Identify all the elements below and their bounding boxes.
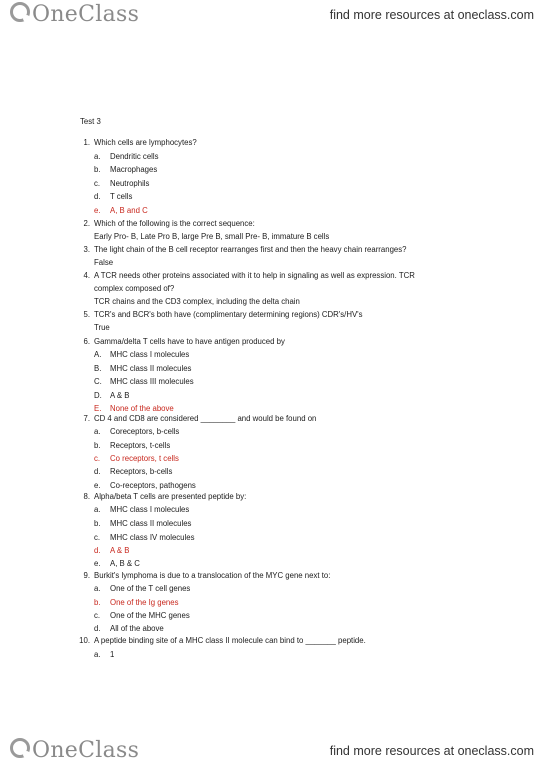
q3-number: 3. (83, 245, 90, 254)
q6-opt-a: MHC class I molecules (110, 350, 190, 359)
q9-text: Burkit's lymphoma is due to a translocation of the MYC gene next to: (94, 571, 331, 580)
q7-opt-d-letter: d. (94, 467, 101, 476)
q8-opt-d-letter: d. (94, 546, 101, 555)
footer-logo-text: OneClass (32, 738, 140, 763)
q7-opt-c-answer: Co receptors, t cells (110, 454, 179, 463)
q5-text: TCR's and BCR's both have (complimentary determining regions) CDR's/HV's (94, 310, 363, 319)
q7-opt-d: Receptors, b-cells (110, 467, 173, 476)
q6-opt-a-letter: A. (94, 350, 102, 359)
q8-opt-e-letter: e. (94, 559, 101, 568)
q6-opt-c-letter: C. (94, 377, 102, 386)
logo-text: OneClass (32, 2, 140, 27)
q7-opt-a: Coreceptors, b-cells (110, 427, 180, 436)
q1-opt-c: Neutrophils (110, 179, 150, 188)
q3-text: The light chain of the B cell receptor rearranges first and then the heavy chain rearranges? (94, 245, 407, 254)
q7-opt-e-letter: e. (94, 481, 101, 490)
q4-text-cont: complex composed of? (94, 284, 175, 293)
q6-opt-c: MHC class III molecules (110, 377, 194, 386)
q1-opt-b: Macrophages (110, 165, 158, 174)
q8-opt-b-letter: b. (94, 519, 101, 528)
q10-opt-a: 1 (110, 650, 115, 659)
q2-answer: Early Pro- B, Late Pro B, large Pre B, small Pre- B, immature B cells (94, 232, 330, 241)
q6-opt-d-letter: D. (94, 391, 102, 400)
q9-opt-b-answer: One of the Ig genes (110, 598, 179, 607)
q2-text: Which of the following is the correct sequence: (94, 219, 255, 228)
q5-number: 5. (83, 310, 90, 319)
q1-opt-d: T cells (110, 192, 133, 201)
q9-opt-c-letter: c. (94, 611, 101, 620)
q10-opt-a-letter: a. (94, 650, 101, 659)
q7-opt-c-letter: c. (94, 454, 101, 463)
q8-opt-e: A, B & C (110, 559, 140, 568)
q1-opt-e-letter: e. (94, 206, 101, 215)
q1-opt-a: Dendritic cells (110, 152, 159, 161)
q9-opt-d: All of the above (110, 624, 164, 633)
doc-title: Test 3 (80, 117, 101, 126)
q8-opt-c: MHC class IV molecules (110, 533, 195, 542)
q8-text: Alpha/beta T cells are presented peptide by: (94, 492, 247, 501)
q9-opt-d-letter: d. (94, 624, 101, 633)
q6-opt-d: A & B (110, 391, 130, 400)
q1-opt-a-letter: a. (94, 152, 101, 161)
q4-text: A TCR needs other proteins associated with it to help in signaling as well as expression. TCR (94, 271, 415, 280)
q6-opt-e-letter: E. (94, 404, 102, 413)
q8-number: 8. (83, 492, 90, 501)
q7-opt-b: Receptors, t-cells (110, 441, 171, 450)
q7-opt-e: Co-receptors, pathogens (110, 481, 196, 490)
q6-opt-b-letter: B. (94, 364, 102, 373)
q6-text: Gamma/delta T cells have to have antigen produced by (94, 337, 285, 346)
q7-text: CD 4 and CD8 are considered ________ and would be found on (94, 414, 317, 423)
q3-answer: False (94, 258, 114, 267)
page-footer (0, 736, 544, 770)
q6-opt-b: MHC class II molecules (110, 364, 192, 373)
q7-opt-a-letter: a. (94, 427, 101, 436)
q7-opt-b-letter: b. (94, 441, 101, 450)
q9-opt-a: One of the T cell genes (110, 584, 191, 593)
q1-opt-e-answer: A, B and C (110, 206, 148, 215)
oneclass-logo-footer-icon (10, 738, 30, 758)
q8-opt-c-letter: c. (94, 533, 101, 542)
q4-number: 4. (83, 271, 90, 280)
q9-number: 9. (83, 571, 90, 580)
q8-opt-a: MHC class I molecules (110, 505, 190, 514)
q10-number: 10. (79, 636, 90, 645)
q6-number: 6. (83, 337, 90, 346)
q7-number: 7. (83, 414, 90, 423)
q8-opt-a-letter: a. (94, 505, 101, 514)
q9-opt-b-letter: b. (94, 598, 101, 607)
q8-opt-d-answer: A & B (110, 546, 130, 555)
q6-opt-e-answer: None of the above (110, 404, 174, 413)
q9-opt-a-letter: a. (94, 584, 101, 593)
q4-answer: TCR chains and the CD3 complex, including the delta chain (94, 297, 300, 306)
q10-text: A peptide binding site of a MHC class II molecule can bind to _______ peptide. (94, 636, 366, 645)
q1-number: 1. (83, 138, 90, 147)
q1-opt-c-letter: c. (94, 179, 101, 188)
q1-text: Which cells are lymphocytes? (94, 138, 197, 147)
footer-tagline-link[interactable]: find more resources at oneclass.com (329, 744, 534, 758)
oneclass-logo-footer[interactable] (10, 738, 139, 763)
q9-opt-c: One of the MHC genes (110, 611, 190, 620)
q2-number: 2. (83, 219, 90, 228)
q1-opt-d-letter: d. (94, 192, 101, 201)
q1-opt-b-letter: b. (94, 165, 101, 174)
q5-answer: True (94, 323, 110, 332)
q8-opt-b: MHC class II molecules (110, 519, 192, 528)
header-tagline-link[interactable]: find more resources at oneclass.com (329, 8, 534, 22)
